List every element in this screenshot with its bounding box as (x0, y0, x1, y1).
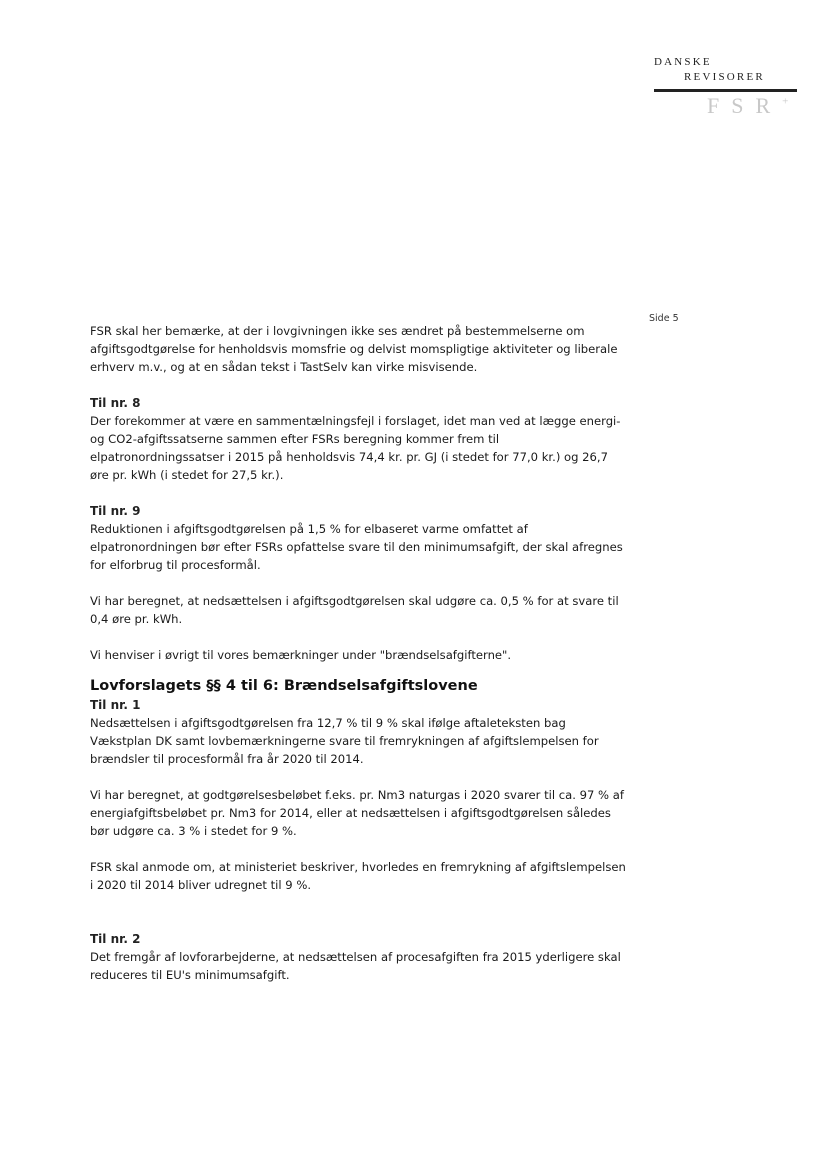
intro-paragraph: FSR skal her bemærke, at der i lovgivningen ikke ses ændret på bestemmelserne om afgiftsgodtgørelse for henholdsvis momsfrie og delvist momspligtige aktiviteter og liberale erhverv m.v., og at en sådan tekst i TastSelv kan virke misvisende. (90, 324, 618, 374)
heading-nr8: Til nr. 8 (90, 396, 141, 410)
paragraph-nr2: Det fremgår af lovforarbejderne, at nedsættelsen af procesafgiften fra 2015 yderligere skal reduceres til EU's minimumsafgift. (90, 950, 621, 982)
section-title: Lovforslagets §§ 4 til 6: Brændselsafgiftslovene (90, 678, 478, 694)
page-number: Side 5 (649, 313, 679, 324)
fsr-logo (640, 56, 790, 126)
paragraph-nr1-a: Nedsættelsen i afgiftsgodtgørelsen fra 12,7 % til 9 % skal ifølge aftaleteksten bag Vækstplan DK samt lovbemærkningerne svare til fremrykningen af afgiftslempelsen for brændsler til procesformål fra år 2020 til 2014. (90, 716, 599, 766)
paragraph-nr1-c: FSR skal anmode om, at ministeriet beskriver, hvorledes en fremrykning af afgiftslempelsen i 2020 til 2014 bliver udregnet til 9 %. (90, 860, 626, 892)
paragraph-nr9-c: Vi henviser i øvrigt til vores bemærkninger under "brændselsafgifterne". (90, 648, 512, 662)
paragraph-nr1-b: Vi har beregnet, at godtgørelsesbeløbet f.eks. pr. Nm3 naturgas i 2020 svarer til ca. 97 % af energiafgiftsbeløbet pr. Nm3 for 2014, eller at nedsættelsen i afgiftsgodtgørelsen således bør udgøre ca. 3 % i stedet for 9 %. (90, 788, 624, 838)
paragraph-nr8: Der forekommer at være en sammentælningsfejl i forslaget, idet man ved at lægge energi- og CO2-afgiftssatserne sammen efter FSRs beregning kommer frem til elpatronordningssatser i 2015 på henholdsvis 74,4 kr. pr. GJ (i stedet for 77,0 kr.) og 26,7 øre pr. kWh (i stedet for 27,5 kr.). (90, 414, 621, 482)
logo-line-danske: DANSKE (654, 56, 712, 68)
heading-nr2: Til nr. 2 (90, 932, 141, 946)
logo-fsr-mark: FSR+ (707, 93, 789, 118)
paragraph-nr9-b: Vi har beregnet, at nedsættelsen i afgiftsgodtgørelsen skal udgøre ca. 0,5 % for at svare til 0,4 øre pr. kWh. (90, 594, 619, 626)
heading-nr1: Til nr. 1 (90, 698, 141, 712)
heading-nr9: Til nr. 9 (90, 504, 141, 518)
document-body (90, 322, 630, 984)
logo-line-revisorer: REVISORER (684, 71, 765, 83)
logo-rule (654, 89, 797, 92)
paragraph-nr9-a: Reduktionen i afgiftsgodtgørelsen på 1,5 % for elbaseret varme omfattet af elpatronordningen bør efter FSRs opfattelse svare til den minimumsafgift, der skal afregnes for elforbrug til procesformål. (90, 522, 623, 572)
